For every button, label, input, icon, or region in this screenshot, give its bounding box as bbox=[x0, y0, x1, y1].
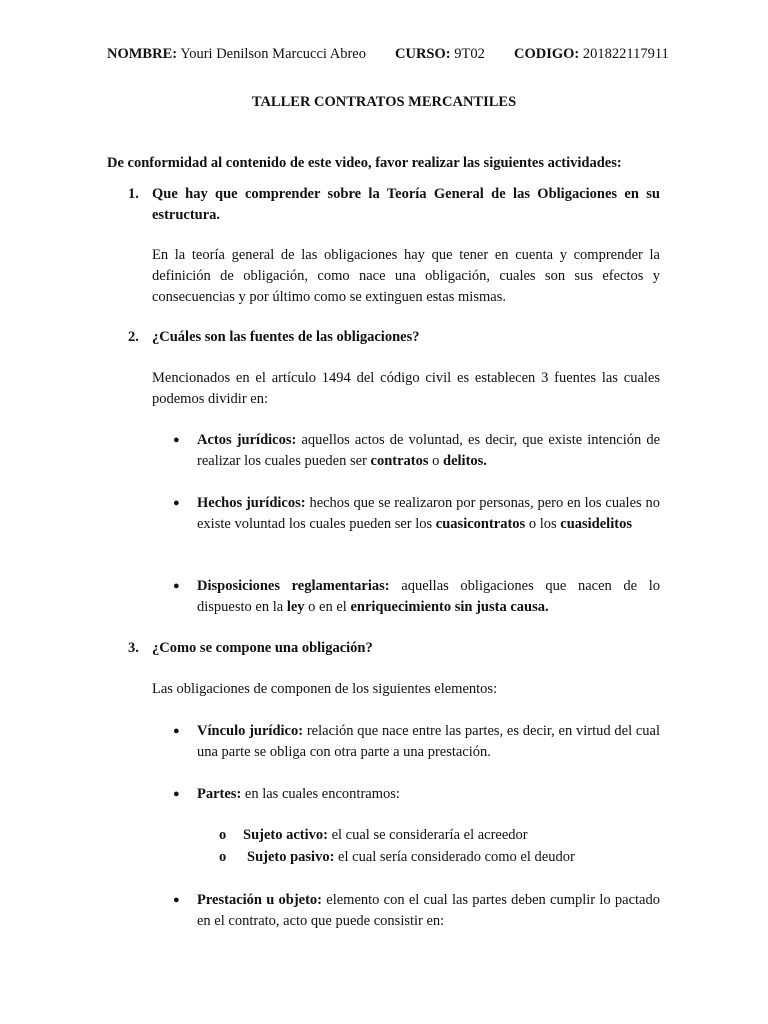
item-bold: cuasidelitos bbox=[560, 516, 632, 532]
list-item bbox=[197, 721, 660, 763]
document-title: TALLER CONTRATOS MERCANTILES bbox=[251, 94, 517, 110]
item-text: aquellos actos de voluntad, es decir, que existe intención de realizar los cuales pueden ser bbox=[197, 432, 661, 469]
item-text: relación que nace entre las partes, es decir, en virtud del cual una parte se obliga con otra parte a una prestación. bbox=[197, 723, 661, 760]
circle-bullet-icon: o bbox=[219, 827, 227, 843]
item-text: o en el bbox=[308, 599, 347, 615]
item-text: el cual sería considerado como el deudor bbox=[338, 849, 575, 865]
disc-bullet-icon: ● bbox=[173, 725, 180, 737]
item-term: Prestación u objeto: bbox=[197, 892, 323, 908]
item-bold: cuasicontratos bbox=[435, 516, 526, 532]
sub-list-item bbox=[243, 825, 663, 846]
list-item bbox=[197, 784, 660, 805]
q2-number: 2. bbox=[128, 329, 139, 345]
item-term: Actos jurídicos: bbox=[197, 432, 297, 448]
curso-label: CURSO: bbox=[395, 46, 451, 62]
list-item bbox=[197, 576, 660, 618]
item-text: o los bbox=[528, 516, 557, 532]
disc-bullet-icon: ● bbox=[173, 497, 180, 509]
nombre-value: Youri Denilson Marcucci Abreo bbox=[180, 46, 366, 62]
intro-text: De conformidad al contenido de este video, favor realizar las siguientes actividades: bbox=[107, 155, 622, 171]
q3-answer: Las obligaciones de componen de los siguientes elementos: bbox=[152, 681, 498, 697]
item-term: Partes: bbox=[197, 786, 242, 802]
item-text: el cual se consideraría el acreedor bbox=[331, 827, 528, 843]
item-bold: contratos bbox=[370, 453, 429, 469]
q3-question: ¿Como se compone una obligación? bbox=[152, 640, 373, 656]
item-text: en las cuales encontramos: bbox=[244, 786, 400, 802]
codigo-value: 201822117911 bbox=[582, 46, 669, 62]
item-text: o bbox=[432, 453, 440, 469]
item-term: Disposiciones reglamentarias: bbox=[197, 578, 390, 594]
list-item bbox=[197, 430, 660, 472]
nombre-label: NOMBRE: bbox=[107, 46, 178, 62]
codigo-label: CODIGO: bbox=[514, 46, 580, 62]
sub-list-item bbox=[247, 847, 667, 868]
item-term: Sujeto pasivo: bbox=[247, 849, 335, 865]
q1-answer: En la teoría general de las obligaciones hay que tener en cuenta y comprender la definición de obligación, como nace una obligación, cuales son sus efectos y consecuencias y por último como se extinguen estas mismas. bbox=[152, 247, 660, 305]
item-bold: ley bbox=[286, 599, 305, 615]
disc-bullet-icon: ● bbox=[173, 580, 180, 592]
item-term: Vínculo jurídico: bbox=[197, 723, 304, 739]
item-term: Sujeto activo: bbox=[243, 827, 328, 843]
curso-value: 9T02 bbox=[454, 46, 485, 62]
item-bold: delitos. bbox=[443, 453, 487, 469]
q1-number: 1. bbox=[128, 186, 139, 202]
item-text: hechos que se realizaron por personas, pero en los cuales no existe voluntad los cuales pueden ser los bbox=[197, 495, 661, 532]
circle-bullet-icon: o bbox=[219, 849, 227, 865]
item-text: elemento con el cual las partes deben cumplir lo pactado en el contrato, acto que puede consistir en: bbox=[197, 892, 660, 929]
item-term: Hechos jurídicos: bbox=[197, 495, 306, 511]
list-item bbox=[197, 890, 660, 932]
curso-field bbox=[395, 44, 485, 65]
list-item bbox=[197, 493, 660, 535]
item-bold: enriquecimiento sin justa causa. bbox=[350, 599, 549, 615]
q2-question: ¿Cuáles son las fuentes de las obligaciones? bbox=[152, 329, 420, 345]
codigo-field bbox=[514, 44, 669, 65]
q2-answer: Mencionados en el artículo 1494 del código civil es establecen 3 fuentes las cuales podemos dividir en: bbox=[152, 370, 660, 407]
student-header bbox=[107, 44, 667, 65]
disc-bullet-icon: ● bbox=[173, 434, 180, 446]
disc-bullet-icon: ● bbox=[173, 788, 180, 800]
q3-number: 3. bbox=[128, 640, 139, 656]
item-text: aquellas obligaciones que nacen de lo dispuesto en la bbox=[197, 578, 661, 615]
nombre-field bbox=[107, 44, 366, 65]
disc-bullet-icon: ● bbox=[173, 894, 180, 906]
q1-question: Que hay que comprender sobre la Teoría General de las Obligaciones en su estructura. bbox=[152, 186, 660, 223]
